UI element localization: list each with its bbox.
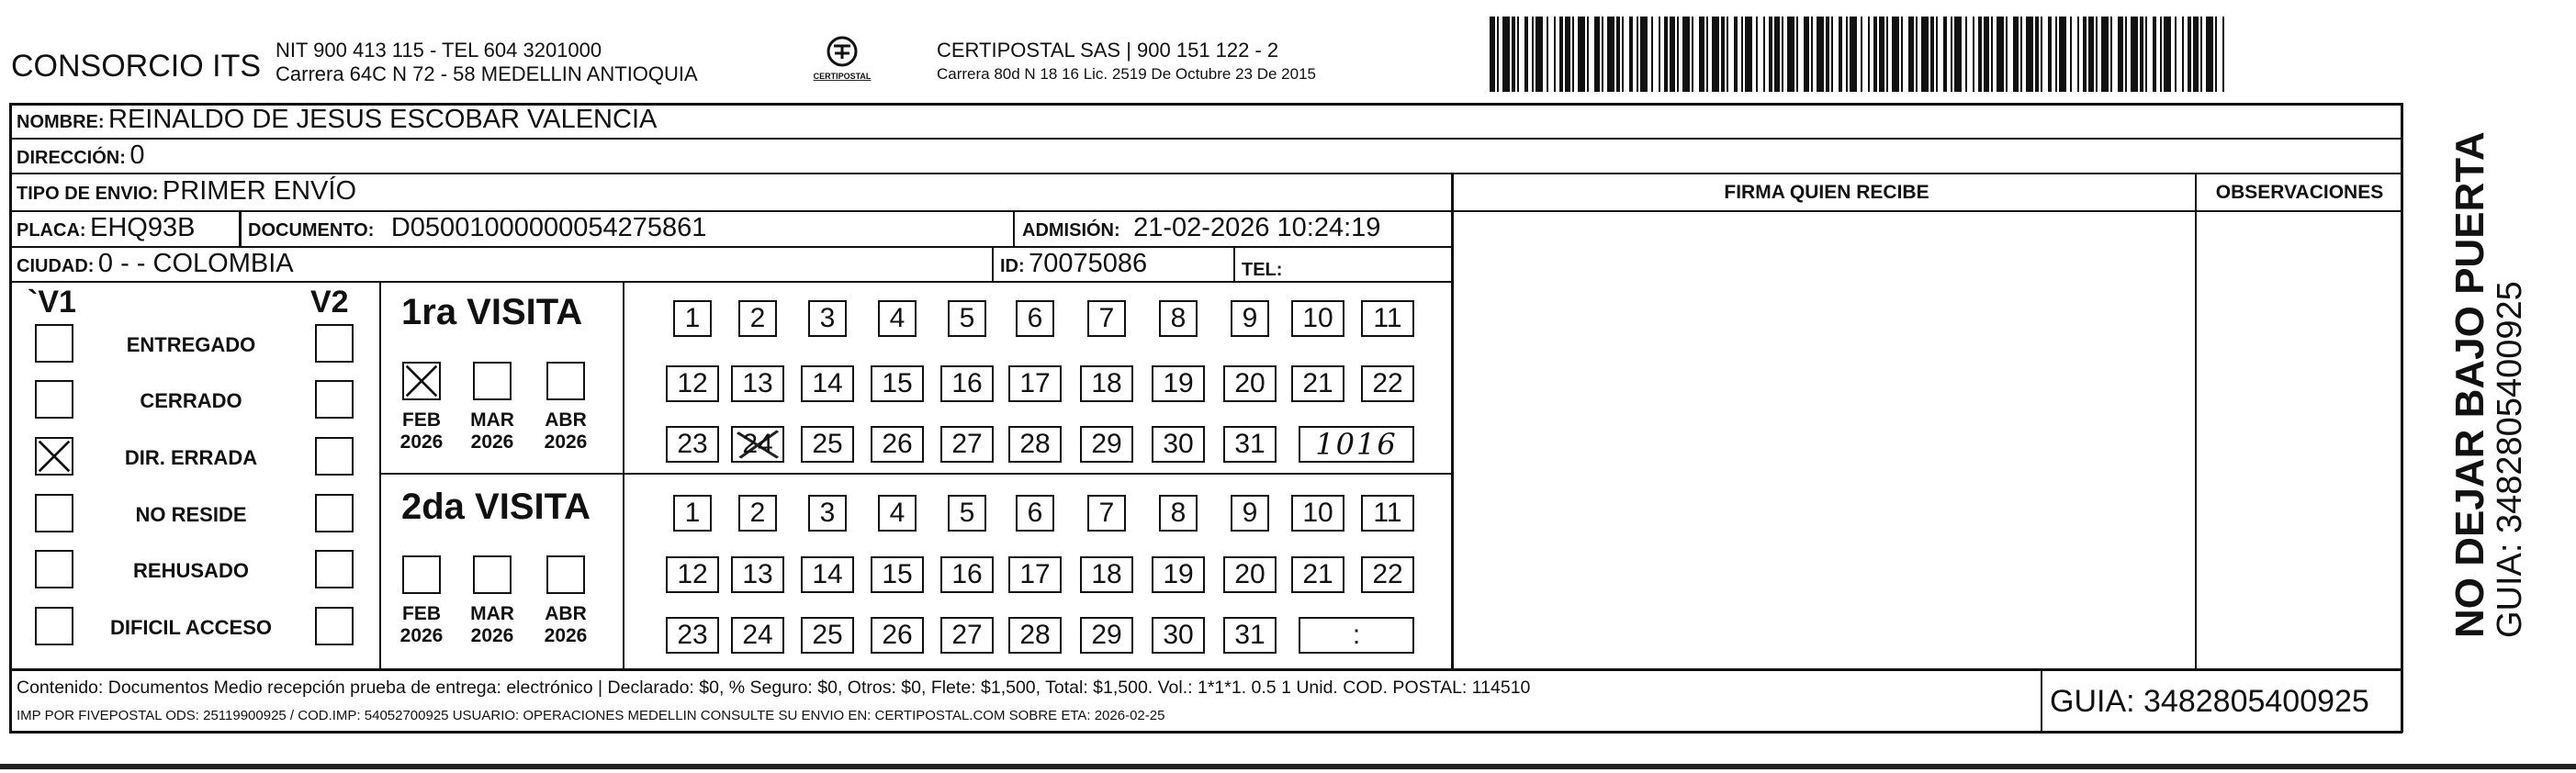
- row-line-2: [9, 173, 2402, 174]
- v1-checkbox[interactable]: [35, 607, 73, 645]
- month-label: [538, 409, 593, 454]
- tel-cell: [1242, 254, 1282, 281]
- day-box[interactable]: 10: [1291, 300, 1344, 337]
- v2-label: V2: [310, 285, 349, 319]
- day-box[interactable]: 21: [1291, 365, 1344, 402]
- reason-label: REHUSADO: [133, 559, 249, 582]
- day-box[interactable]: 16: [940, 365, 994, 402]
- month-checkbox[interactable]: [402, 555, 441, 594]
- day-box[interactable]: 25: [801, 617, 854, 654]
- day-box[interactable]: [731, 426, 784, 463]
- footer-guia-divider: [2041, 669, 2042, 732]
- v1-checkbox[interactable]: [35, 494, 73, 532]
- day-box[interactable]: 6: [1016, 495, 1054, 532]
- day-box[interactable]: 8: [1159, 495, 1198, 532]
- day-box[interactable]: 5: [948, 495, 986, 532]
- direccion-value: 0: [129, 140, 145, 170]
- scan-edge: [0, 764, 2576, 769]
- day-box[interactable]: 11: [1361, 495, 1414, 532]
- day-box[interactable]: 24: [731, 617, 784, 654]
- day-box[interactable]: 22: [1361, 365, 1414, 402]
- day-box[interactable]: 18: [1080, 556, 1133, 593]
- month-name: MAR: [470, 603, 514, 624]
- day-box[interactable]: 14: [801, 556, 854, 593]
- day-box[interactable]: 4: [878, 495, 917, 532]
- ciudad-label: CIUDAD:: [17, 256, 95, 276]
- day-box[interactable]: 26: [871, 617, 924, 654]
- day-number: 24: [742, 429, 773, 459]
- month-name: FEB: [402, 603, 441, 624]
- day-box[interactable]: 18: [1080, 365, 1133, 402]
- month-label: [394, 603, 449, 647]
- day-box[interactable]: 22: [1361, 556, 1414, 593]
- month-checkbox[interactable]: [473, 555, 512, 594]
- reason-label: DIFICIL ACCESO: [109, 616, 272, 639]
- direccion-row: [17, 142, 144, 169]
- form-border-right: [2401, 103, 2403, 733]
- day-box[interactable]: 9: [1231, 495, 1269, 532]
- day-box[interactable]: 19: [1152, 365, 1205, 402]
- tel-divider: [1233, 246, 1235, 281]
- month-year: 2026: [470, 625, 514, 647]
- month-label: [465, 603, 520, 647]
- placa-cell: [17, 215, 195, 241]
- v2-checkbox[interactable]: [315, 607, 354, 645]
- day-box[interactable]: 5: [948, 300, 986, 337]
- placa-divider: [239, 211, 242, 246]
- day-box[interactable]: 15: [871, 365, 924, 402]
- barcode: [1490, 17, 2224, 92]
- placa-label: PLACA:: [17, 220, 86, 241]
- v1-label: `V1: [28, 285, 76, 319]
- day-box[interactable]: 28: [1008, 426, 1062, 463]
- day-box[interactable]: 2: [738, 300, 777, 337]
- months-divider: [623, 281, 624, 668]
- day-box[interactable]: 30: [1152, 617, 1205, 654]
- visit2-title: 2da VISITA: [401, 487, 591, 527]
- reason-label: DIR. ERRADA: [124, 446, 258, 469]
- day-box[interactable]: 3: [808, 300, 847, 337]
- direccion-label: DIRECCIÓN:: [17, 148, 126, 168]
- id-label: ID:: [1000, 256, 1025, 276]
- tipo-label: TIPO DE ENVIO:: [17, 184, 159, 204]
- day-box[interactable]: 28: [1008, 617, 1062, 654]
- day-box[interactable]: 10: [1291, 495, 1344, 532]
- footer-guia: GUIA: 3482805400925: [2050, 684, 2369, 719]
- day-box[interactable]: 1: [673, 495, 712, 532]
- footer-line: [9, 668, 2402, 671]
- footer-imp-line: IMP POR FIVEPOSTAL ODS: 25119900925 / COD.IMP: 54052700925 USUARIO: OPERACIONES MEDELLIN CONSULTE SU ENVIO EN: CERTIPOSTAL.COM SOBRE ETA: 2026-02-25: [17, 708, 1165, 723]
- day-box[interactable]: 19: [1152, 556, 1205, 593]
- day-box[interactable]: 12: [666, 556, 719, 593]
- courier-license: Carrera 80d N 18 16 Lic. 2519 De Octubre 23 De 2015: [937, 65, 1316, 83]
- day-box[interactable]: 17: [1008, 556, 1062, 593]
- v2-checkbox[interactable]: [315, 380, 354, 419]
- certipostal-logo: [810, 35, 874, 90]
- month-year: 2026: [399, 431, 444, 454]
- month-checkbox[interactable]: [473, 362, 512, 400]
- signature-divider: [1451, 173, 1454, 669]
- admision-cell: [1022, 215, 1380, 241]
- day-box[interactable]: 21: [1291, 556, 1344, 593]
- reason-label: ENTREGADO: [126, 333, 256, 356]
- footer-content-line: Contenido: Documentos Medio recepción prueba de entrega: electrónico | Declarado: $0, % Seguro: $0, Otros: $0, Flete: $1,500, Total: $1,500. Vol.: 1*1*1. 0.5 1 Unid. COD. POSTAL: 114510: [17, 678, 1531, 698]
- month-name: ABR: [545, 409, 587, 431]
- month-year: 2026: [544, 431, 588, 454]
- day-box[interactable]: 12: [666, 365, 719, 402]
- day-box[interactable]: 13: [731, 365, 784, 402]
- company-name: CONSORCIO ITS: [11, 49, 262, 84]
- day-box[interactable]: 31: [1223, 617, 1277, 654]
- month-label: [538, 603, 593, 647]
- row-line-3: [9, 210, 2402, 212]
- day-box[interactable]: 31: [1223, 426, 1277, 463]
- reasons-divider: [379, 281, 381, 668]
- v2-checkbox[interactable]: [315, 437, 354, 476]
- month-checkbox[interactable]: [402, 362, 441, 400]
- day-box[interactable]: 16: [940, 556, 994, 593]
- day-box[interactable]: 2: [738, 495, 777, 532]
- v1-checkbox[interactable]: [35, 550, 73, 588]
- day-box[interactable]: 29: [1080, 426, 1133, 463]
- day-box[interactable]: 7: [1087, 495, 1126, 532]
- tipo-value: PRIMER ENVÍO: [162, 176, 357, 206]
- vertical-notice: [2447, 131, 2529, 638]
- visit-divider: [379, 473, 1452, 475]
- day-box[interactable]: 20: [1223, 365, 1277, 402]
- reason-label: NO RESIDE: [135, 503, 247, 526]
- tipo-row: [17, 178, 356, 205]
- form-border-bottom: [9, 731, 2402, 734]
- v2-checkbox[interactable]: [315, 494, 354, 532]
- day-box[interactable]: 20: [1223, 556, 1277, 593]
- v2-checkbox[interactable]: [315, 550, 354, 588]
- day-box[interactable]: 26: [871, 426, 924, 463]
- day-box[interactable]: 23: [666, 426, 719, 463]
- day-box[interactable]: 27: [940, 426, 994, 463]
- company-nit: NIT 900 413 115 - TEL 604 3201000: [276, 39, 602, 62]
- id-divider: [992, 246, 994, 281]
- time-box[interactable]: :: [1299, 617, 1414, 654]
- day-box[interactable]: 25: [801, 426, 854, 463]
- month-label: [394, 409, 449, 454]
- day-box[interactable]: 14: [801, 365, 854, 402]
- v1-checkbox[interactable]: [35, 380, 73, 419]
- day-box[interactable]: 11: [1361, 300, 1414, 337]
- nombre-label: NOMBRE:: [17, 112, 105, 132]
- day-box[interactable]: 29: [1080, 617, 1133, 654]
- day-box[interactable]: 4: [878, 300, 917, 337]
- day-box[interactable]: 13: [731, 556, 784, 593]
- month-checkbox[interactable]: [546, 555, 585, 594]
- ciudad-value: 0 - - COLOMBIA: [97, 249, 294, 278]
- row-line-4: [9, 246, 1453, 248]
- time-box[interactable]: 1016: [1299, 426, 1414, 463]
- ciudad-cell: [17, 251, 294, 277]
- logo-caption: CERTIPOSTAL: [813, 72, 872, 81]
- v2-checkbox[interactable]: [315, 324, 354, 363]
- documento-cell: [248, 215, 706, 241]
- month-year: 2026: [470, 431, 514, 454]
- company-address: Carrera 64C N 72 - 58 MEDELLIN ANTIOQUIA: [276, 62, 698, 85]
- day-box[interactable]: 27: [940, 617, 994, 654]
- admision-value: 21-02-2026 10:24:19: [1133, 213, 1381, 242]
- admision-label: ADMISIÓN:: [1022, 220, 1120, 241]
- day-box[interactable]: 15: [871, 556, 924, 593]
- no-dejar-text: NO DEJAR BAJO PUERTA: [2447, 131, 2492, 638]
- month-name: ABR: [545, 603, 587, 624]
- admision-divider: [1013, 211, 1015, 246]
- month-name: FEB: [402, 409, 441, 431]
- nombre-value: REINALDO DE JESUS ESCOBAR VALENCIA: [108, 105, 658, 134]
- v1-checkbox[interactable]: [35, 437, 73, 476]
- id-value: 70075086: [1029, 249, 1148, 278]
- day-box[interactable]: 23: [666, 617, 719, 654]
- observaciones-header: OBSERVACIONES: [2215, 182, 2384, 203]
- reason-label: CERRADO: [140, 389, 242, 412]
- month-name: MAR: [470, 409, 514, 431]
- placa-value: EHQ93B: [90, 213, 196, 242]
- v1-checkbox[interactable]: [35, 324, 73, 363]
- day-box[interactable]: 1: [673, 300, 712, 337]
- month-year: 2026: [544, 625, 588, 647]
- day-box[interactable]: 6: [1016, 300, 1054, 337]
- month-checkbox[interactable]: [546, 362, 585, 400]
- row-line-1: [9, 138, 2402, 140]
- observaciones-divider: [2195, 173, 2197, 669]
- row-line-5: [9, 281, 1453, 283]
- tel-label: TEL:: [1242, 260, 1283, 280]
- nombre-row: [17, 106, 657, 133]
- day-box[interactable]: 17: [1008, 365, 1062, 402]
- courier-name: CERTIPOSTAL SAS | 900 151 122 - 2: [937, 39, 1279, 62]
- day-box[interactable]: 3: [808, 495, 847, 532]
- visit1-title: 1ra VISITA: [401, 292, 583, 332]
- day-box[interactable]: 7: [1087, 300, 1126, 337]
- month-year: 2026: [399, 625, 444, 647]
- day-box[interactable]: 30: [1152, 426, 1205, 463]
- documento-value: D05001000000054275861: [390, 213, 707, 242]
- vertical-guia: GUIA: 3482805400925: [2491, 281, 2529, 638]
- firma-header: FIRMA QUIEN RECIBE: [1724, 182, 1929, 203]
- day-box[interactable]: 8: [1159, 300, 1198, 337]
- month-label: [465, 409, 520, 454]
- documento-label: DOCUMENTO:: [248, 220, 375, 241]
- id-cell: [1000, 251, 1147, 277]
- form-border-left: [9, 103, 12, 733]
- day-box[interactable]: 9: [1231, 300, 1269, 337]
